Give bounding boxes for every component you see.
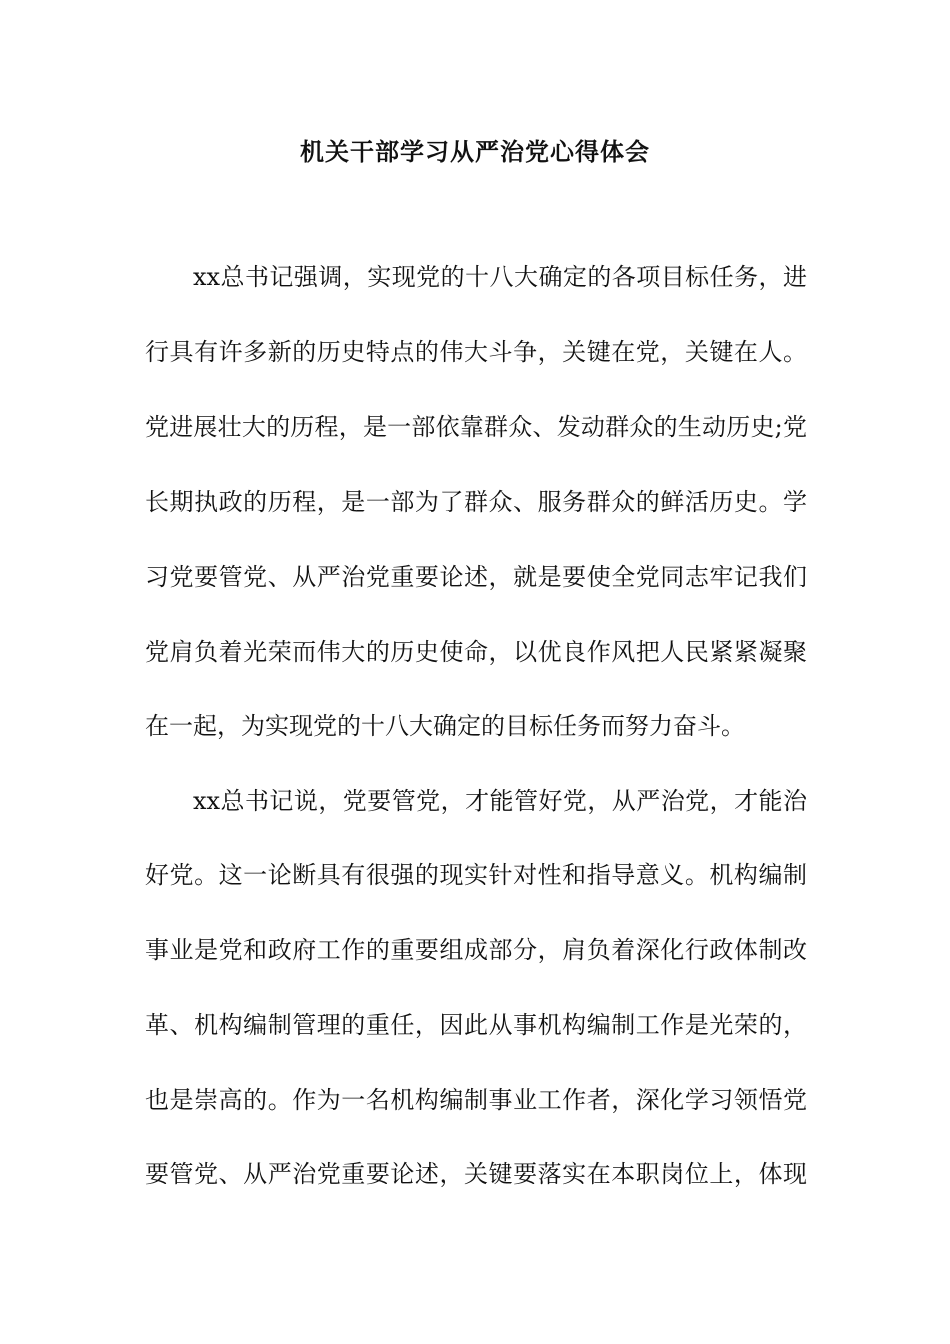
paragraph-line: xx总书记强调，实现党的十八大确定的各项目标任务，进 <box>193 263 807 291</box>
paragraph-line: 事业是党和政府工作的重要组成部分，肩负着深化行政体制改 <box>145 936 807 964</box>
paragraph-line: 革、机构编制管理的重任，因此从事机构编制工作是光荣的， <box>145 1011 807 1039</box>
paragraph-line: 习党要管党、从严治党重要论述，就是要使全党同志牢记我们 <box>145 563 807 591</box>
paragraph-line: 行具有许多新的历史特点的伟大斗争，关键在党，关键在人。 <box>145 338 807 366</box>
paragraph-line: 党进展壮大的历程，是一部依靠群众、发动群众的生动历史;党 <box>145 413 807 441</box>
document-title: 机关干部学习从严治党心得体会 <box>300 137 650 166</box>
paragraph-line: 要管党、从严治党重要论述，关键要落实在本职岗位上，体现 <box>145 1160 807 1188</box>
paragraph-line: 好党。这一论断具有很强的现实针对性和指导意义。机构编制 <box>145 861 807 889</box>
paragraph-line: xx总书记说，党要管党，才能管好党，从严治党，才能治 <box>193 787 807 815</box>
paragraph-line: 党肩负着光荣而伟大的历史使命，以优良作风把人民紧紧凝聚 <box>145 638 807 666</box>
paragraph-line: 长期执政的历程，是一部为了群众、服务群众的鲜活历史。学 <box>145 488 807 516</box>
paragraph-line: 也是崇高的。作为一名机构编制事业工作者，深化学习领悟党 <box>145 1086 807 1114</box>
paragraph-line: 在一起，为实现党的十八大确定的目标任务而努力奋斗。 <box>145 712 745 740</box>
